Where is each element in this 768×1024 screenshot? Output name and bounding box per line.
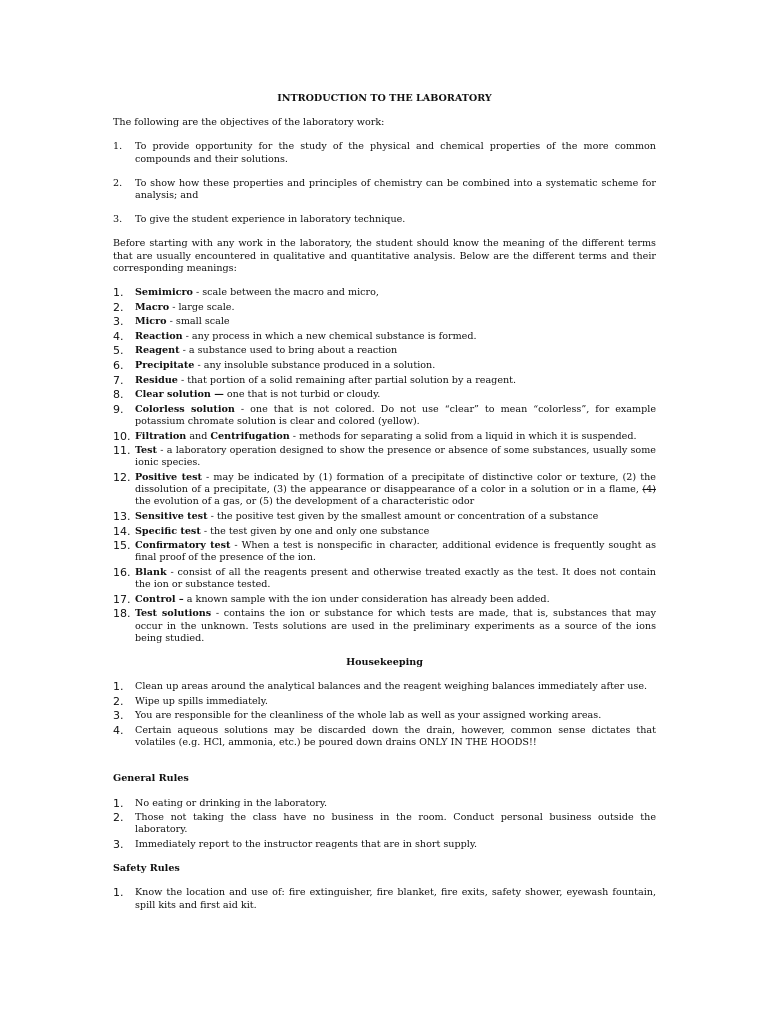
- term-definition: - that portion of a solid remaining after partial solution by a reagent.: [177, 374, 517, 386]
- term-number: 7.: [113, 373, 124, 387]
- term-number: 12.: [113, 470, 131, 484]
- term-item: [113, 404, 656, 428]
- strikethrough-text: (4): [642, 484, 656, 496]
- term-text: [135, 316, 656, 328]
- item-number: 1.: [113, 796, 124, 810]
- term-text: [135, 608, 656, 645]
- item-text: No eating or drinking in the laboratory.: [135, 797, 328, 809]
- term-item: [113, 389, 656, 401]
- term-item: [113, 345, 656, 357]
- term-name: Clear solution —: [135, 389, 224, 401]
- term-definition: - any process in which a new chemical substance is formed.: [182, 330, 477, 342]
- term-text: [135, 540, 656, 564]
- term-name: Sensitive test: [135, 510, 208, 522]
- term-name: Positive test: [135, 471, 202, 483]
- item-number: 3.: [113, 709, 124, 723]
- safety-rule-item: [113, 887, 656, 911]
- term-name: Semimicro: [135, 287, 193, 299]
- housekeeping-heading: Housekeeping: [346, 656, 423, 668]
- term-text: [135, 594, 656, 606]
- general-rule-item: [113, 798, 656, 810]
- terms-intro-paragraph: Before starting with any work in the laboratory, the student should know the meaning of the different terms that are usually encountered in qualitative and quantitative analysis. Below are the different terms and their corresponding meanings:: [113, 238, 656, 274]
- term-name: Test solutions: [135, 608, 212, 620]
- page-title: INTRODUCTION TO THE LABORATORY: [277, 93, 492, 104]
- term-item: [113, 608, 656, 645]
- general-rules-heading: General Rules: [113, 773, 189, 785]
- term-definition: - any insoluble substance produced in a solution.: [194, 360, 436, 371]
- term-item: [113, 316, 656, 328]
- item-number: 2.: [113, 694, 124, 708]
- item-number: 4.: [113, 723, 124, 737]
- term-item: [113, 287, 656, 299]
- term-item: [113, 511, 656, 523]
- term-number: 16.: [113, 565, 131, 579]
- item-number: 1.: [113, 886, 124, 900]
- safety-rules-list: [113, 887, 656, 911]
- terms-list: [113, 287, 656, 645]
- term-definition: - contains the ion or substance for which tests are made, that is, substances that may occur in the unknown. Tests solutions are used in the preliminary experiments as a source of the ions being studied.: [135, 608, 656, 644]
- term-text: [135, 526, 656, 538]
- term-item: [113, 431, 656, 443]
- term-name: Test: [135, 445, 157, 457]
- term-definition: - a substance used to bring about a reaction: [179, 345, 398, 357]
- term-item: [113, 375, 656, 387]
- term-definition: - may be indicated by (1) formation of a precipitate of distinctive color or texture, (2) the dissolution of a precipitate, (3) the appearance or disappearance of a color in a solution or in a flame,: [135, 471, 656, 496]
- term-number: 5.: [113, 344, 124, 358]
- term-definition: - the test given by one and only one substance: [200, 525, 430, 537]
- term-definition-continued: the evolution of a gas, or (5) the development of a characteristic odor: [135, 496, 475, 508]
- item-text: Know the location and use of: fire extinguisher, fire blanket, fire exits, safety shower, eyewash fountain, spill kits and first aid kit.: [135, 887, 656, 911]
- general-rules-list: [113, 798, 656, 852]
- term-definition: - methods for separating a solid from a liquid in which it is suspended.: [289, 430, 637, 442]
- housekeeping-item: [113, 681, 656, 693]
- term-text: [135, 389, 656, 401]
- term-number: 8.: [113, 388, 124, 402]
- term-text: [135, 431, 656, 443]
- term-definition: a known sample with the ion under consideration has already been added.: [183, 593, 550, 605]
- item-text: You are responsible for the cleanliness of the whole lab as well as your assigned working areas.: [135, 710, 602, 722]
- housekeeping-item: [113, 710, 656, 722]
- objective-number: 2.: [113, 177, 123, 189]
- term-number: 3.: [113, 315, 124, 329]
- term-item: [113, 445, 656, 469]
- term-definition: - consist of all the reagents present and otherwise treated exactly as the test. It does not contain the ion or substance tested.: [135, 566, 656, 591]
- term-name-2: Centrifugation: [210, 430, 290, 442]
- item-text: Those not taking the class have no business in the room. Conduct personal business outside the laboratory.: [135, 812, 656, 836]
- intro-text: The following are the objectives of the laboratory work:: [113, 117, 385, 129]
- objective-number: 1.: [113, 141, 123, 153]
- term-name: Precipitate: [135, 360, 195, 371]
- objective-item: [113, 178, 656, 202]
- term-definition: - a laboratory operation designed to show the presence or absence of some substances, usually some ionic species.: [135, 445, 656, 469]
- term-number: 1.: [113, 286, 124, 300]
- objective-number: 3.: [113, 214, 123, 226]
- term-definition: one that is not turbid or cloudy.: [223, 389, 381, 401]
- item-text: Clean up areas around the analytical balances and the reagent weighing balances immediately after use.: [135, 681, 648, 693]
- term-name: Blank: [135, 566, 167, 578]
- term-text: [135, 331, 656, 343]
- term-definition: - the positive test given by the smallest amount or concentration of a substance: [207, 510, 599, 522]
- term-item: [113, 302, 656, 314]
- term-connector: and: [186, 430, 211, 442]
- term-number: 15.: [113, 539, 131, 553]
- term-name: Micro: [135, 316, 167, 328]
- safety-rules-heading: Safety Rules: [113, 863, 180, 875]
- general-rule-item: [113, 839, 656, 851]
- housekeeping-item: [113, 696, 656, 708]
- general-rule-item: [113, 812, 656, 836]
- item-number: 2.: [113, 811, 124, 825]
- term-text: [135, 375, 656, 387]
- term-text: [135, 345, 656, 357]
- housekeeping-item: [113, 725, 656, 749]
- term-number: 4.: [113, 329, 124, 343]
- housekeeping-list: [113, 681, 656, 749]
- term-item: [113, 331, 656, 343]
- objective-text: To provide opportunity for the study of the physical and chemical properties of the more common compounds and their solutions.: [135, 141, 656, 165]
- term-number: 6.: [113, 359, 124, 372]
- objective-text: To show how these properties and principles of chemistry can be combined into a systematic scheme for analysis; and: [135, 177, 656, 202]
- objective-item: [113, 214, 656, 226]
- item-text: Certain aqueous solutions may be discarded down the drain, however, common sense dictates that volatiles (e.g. HCl, ammonia, etc.) be poured down drains ONLY IN THE HOODS!!: [135, 724, 656, 749]
- term-number: 17.: [113, 592, 131, 606]
- term-item: [113, 360, 656, 372]
- objective-item: [113, 141, 656, 165]
- term-name: Colorless solution: [135, 403, 235, 415]
- document-page: [113, 93, 656, 914]
- item-number: 3.: [113, 837, 124, 851]
- term-item: [113, 526, 656, 538]
- term-text: [135, 287, 656, 299]
- term-text: [135, 567, 656, 591]
- term-number: 10.: [113, 429, 131, 443]
- term-number: 2.: [113, 300, 124, 314]
- term-name: Specific test: [135, 525, 201, 537]
- term-name: Control –: [135, 593, 184, 605]
- term-text: [135, 302, 656, 314]
- term-text: [135, 445, 656, 469]
- term-number: 18.: [113, 607, 131, 621]
- term-item: [113, 594, 656, 606]
- term-text: [135, 511, 656, 523]
- term-name: Residue: [135, 374, 178, 386]
- term-definition: - When a test is nonspecific in character, additional evidence is frequently sought as final proof of the presence of the ion.: [135, 540, 657, 564]
- term-text: [135, 360, 656, 372]
- term-definition: - large scale.: [169, 301, 235, 313]
- term-definition: - small scale: [166, 316, 230, 328]
- term-text: [135, 404, 656, 428]
- term-name: Filtration: [135, 430, 187, 442]
- objective-text: To give the student experience in laboratory technique.: [135, 214, 406, 226]
- item-text: Immediately report to the instructor reagents that are in short supply.: [135, 838, 478, 850]
- term-item: [113, 472, 656, 509]
- term-name: Reaction: [135, 330, 183, 342]
- objectives-list: [113, 141, 656, 226]
- term-name: Reagent: [135, 345, 180, 357]
- term-name: Macro: [135, 301, 170, 313]
- term-item: [113, 540, 656, 564]
- term-number: 13.: [113, 509, 131, 523]
- term-number: 9.: [113, 402, 124, 416]
- term-item: [113, 567, 656, 591]
- term-number: 14.: [113, 524, 131, 538]
- item-number: 1.: [113, 680, 124, 694]
- term-number: 11.: [113, 444, 131, 458]
- term-text: [135, 472, 656, 509]
- item-text: Wipe up spills immediately.: [135, 695, 268, 707]
- term-definition: - one that is not colored. Do not use “clear” to mean “colorless”, for example potassium chromate solution is clear and colored (yellow).: [135, 403, 656, 427]
- term-definition: - scale between the macro and micro,: [192, 287, 379, 299]
- term-name: Confirmatory test: [135, 540, 231, 552]
